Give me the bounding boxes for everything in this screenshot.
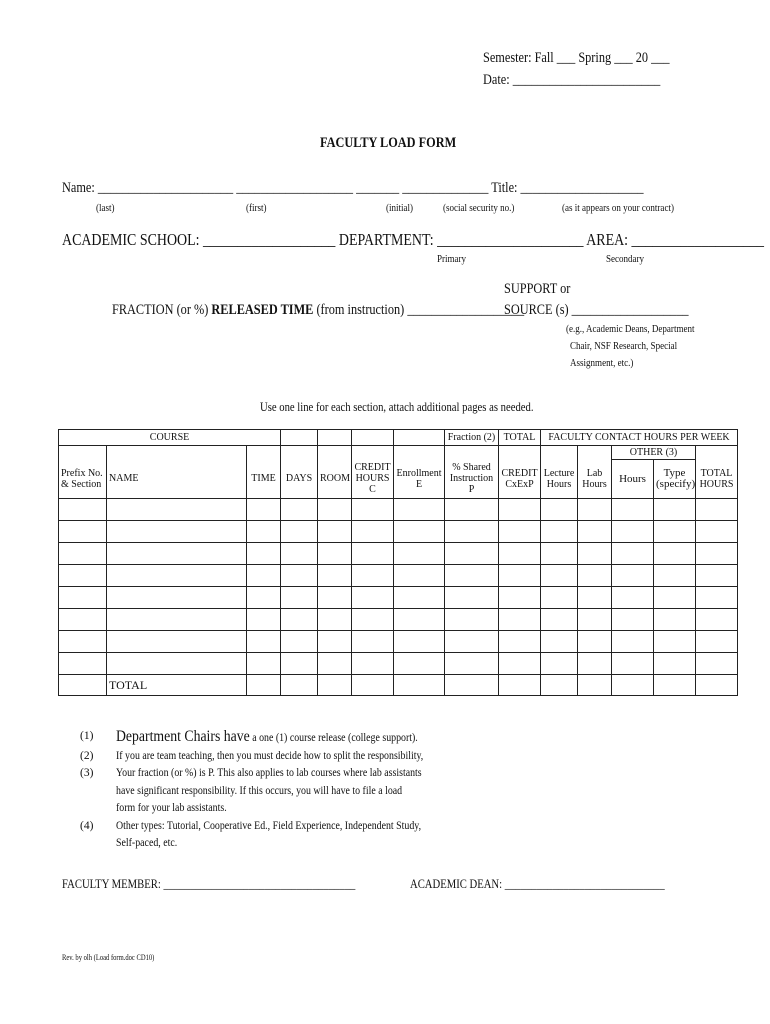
form-title: FACULTY LOAD FORM: [320, 135, 457, 151]
table-cell[interactable]: [578, 587, 612, 609]
table-cell[interactable]: [59, 587, 107, 609]
table-cell[interactable]: [247, 587, 281, 609]
type-label-2: (specify): [656, 478, 696, 490]
note-item: [80, 748, 473, 766]
table-cell[interactable]: [578, 543, 612, 565]
table-cell[interactable]: [318, 609, 352, 631]
table-cell[interactable]: [612, 631, 654, 653]
note-body: a one (1) course release (college support).: [249, 732, 418, 744]
table-cell[interactable]: [499, 543, 541, 565]
table-cell[interactable]: [59, 631, 107, 653]
table-cell[interactable]: [612, 499, 654, 521]
table-cell[interactable]: [541, 499, 578, 521]
course-table: [58, 429, 738, 696]
table-cell[interactable]: [654, 631, 696, 653]
total-row-cell[interactable]: [541, 675, 578, 696]
prefix-label-1: Prefix No.: [61, 467, 103, 479]
table-cell[interactable]: [445, 631, 499, 653]
lecture-label-1: Lecture: [543, 467, 575, 479]
note-number: (2): [80, 749, 94, 762]
source-line[interactable]: SOURCE (s) ___________________: [504, 302, 689, 318]
ssn-label: (social security no.): [443, 202, 515, 214]
table-cell[interactable]: [107, 653, 247, 675]
blank-hdr: [541, 446, 578, 460]
table-cell[interactable]: [696, 631, 738, 653]
course-header: COURSE: [59, 430, 281, 446]
table-row: [59, 499, 738, 521]
table-cell[interactable]: [612, 521, 654, 543]
fraction-released-line[interactable]: [112, 302, 524, 319]
table-cell[interactable]: [281, 653, 318, 675]
table-cell[interactable]: [352, 587, 394, 609]
note-text: Self-paced, etc.: [116, 837, 178, 849]
table-cell[interactable]: [247, 521, 281, 543]
credit-hours-label-1: CREDIT: [354, 462, 391, 474]
total-hours-header: [696, 460, 738, 499]
table-cell[interactable]: [247, 609, 281, 631]
blank-hdr: [247, 446, 281, 460]
total-row-cell[interactable]: [499, 675, 541, 696]
prefix-header: [59, 460, 107, 499]
table-cell[interactable]: [107, 587, 247, 609]
revision-footer: Rev. by olh (Load form.doc CD10): [62, 953, 155, 962]
table-cell[interactable]: [696, 543, 738, 565]
table-cell[interactable]: [352, 631, 394, 653]
table-cell[interactable]: [281, 631, 318, 653]
table-cell[interactable]: [318, 653, 352, 675]
hours-header: Hours: [612, 460, 654, 499]
eg-line-2: Chair, NSF Research, Special: [570, 340, 678, 352]
table-cell[interactable]: [541, 565, 578, 587]
table-cell[interactable]: [247, 631, 281, 653]
notes-list: [80, 728, 473, 853]
table-cell[interactable]: [499, 631, 541, 653]
lab-header: [578, 460, 612, 499]
table-cell[interactable]: [394, 499, 445, 521]
note-item: [80, 818, 473, 836]
shared-header: [445, 460, 499, 499]
table-cell[interactable]: [107, 543, 247, 565]
total-row-cell[interactable]: [612, 675, 654, 696]
note-text: If you are team teaching, then you must decide how to split the responsibility,: [116, 749, 424, 762]
credit-cxexp-label-2: CxExP: [505, 478, 534, 490]
academic-dean-signature[interactable]: ACADEMIC DEAN: ______________________________: [410, 876, 665, 891]
table-cell[interactable]: [318, 543, 352, 565]
instruction-text: Use one line for each section, attach additional pages as needed.: [260, 399, 534, 414]
table-cell[interactable]: [394, 653, 445, 675]
note-item: [80, 728, 473, 748]
blank-hdr: [394, 430, 445, 446]
table-cell[interactable]: [696, 521, 738, 543]
note-number: (4): [80, 819, 94, 832]
table-cell[interactable]: [318, 521, 352, 543]
table-cell[interactable]: [499, 521, 541, 543]
total-row-cell[interactable]: [247, 675, 281, 696]
blank-hdr: [59, 446, 107, 460]
table-cell[interactable]: [394, 587, 445, 609]
table-cell[interactable]: [541, 543, 578, 565]
table-cell[interactable]: [578, 609, 612, 631]
note-number: [80, 835, 116, 853]
enrollment-label-1: Enrollment: [396, 467, 442, 479]
total-hours-label-1: TOTAL: [700, 467, 733, 479]
table-cell[interactable]: [281, 543, 318, 565]
table-cell[interactable]: [107, 499, 247, 521]
eg-line-3: Assignment, etc.): [570, 357, 634, 369]
table-cell[interactable]: [445, 609, 499, 631]
table-cell[interactable]: [318, 587, 352, 609]
table-cell[interactable]: [499, 587, 541, 609]
table-row: [59, 587, 738, 609]
table-cell[interactable]: [654, 587, 696, 609]
table-cell[interactable]: [107, 631, 247, 653]
table-cell[interactable]: [696, 499, 738, 521]
table-cell[interactable]: [352, 565, 394, 587]
table-row: [59, 543, 738, 565]
table-cell[interactable]: [445, 653, 499, 675]
table-cell[interactable]: [352, 499, 394, 521]
blank-hdr: [352, 446, 394, 460]
blank-hdr: [281, 430, 318, 446]
table-cell[interactable]: [541, 653, 578, 675]
table-cell[interactable]: [107, 521, 247, 543]
blank-hdr: [318, 430, 352, 446]
blank-hdr: [499, 446, 541, 460]
credit-hours-header: [352, 460, 394, 499]
table-cell[interactable]: [394, 565, 445, 587]
table-cell[interactable]: [394, 609, 445, 631]
lecture-header: [541, 460, 578, 499]
table-cell[interactable]: [352, 653, 394, 675]
total-row-cell[interactable]: [318, 675, 352, 696]
total-hours-label-2: HOURS: [699, 478, 734, 490]
table-cell[interactable]: [612, 587, 654, 609]
blank-hdr: [281, 446, 318, 460]
blank-hdr: [352, 430, 394, 446]
table-cell[interactable]: [281, 565, 318, 587]
table-row: [59, 565, 738, 587]
credit-cxexp-header: [499, 460, 541, 499]
primary-label: Primary: [437, 253, 467, 265]
table-cell[interactable]: [247, 499, 281, 521]
time-header: TIME: [247, 460, 281, 499]
table-cell[interactable]: [696, 609, 738, 631]
total-row-cell[interactable]: [352, 675, 394, 696]
table-cell[interactable]: [541, 587, 578, 609]
name-row-line[interactable]: Name: ______________________ ___________________ _______ ______________ Title: ____________________: [62, 180, 644, 196]
type-header: [654, 460, 696, 499]
blank-hdr: [578, 446, 612, 460]
blank-hdr: [318, 446, 352, 460]
total-row-cell[interactable]: [445, 675, 499, 696]
total-row-cell[interactable]: [696, 675, 738, 696]
enrollment-label-2: E: [415, 478, 423, 490]
note-emphasis: Department Chairs have: [116, 728, 250, 745]
table-cell[interactable]: [654, 609, 696, 631]
table-cell[interactable]: [578, 521, 612, 543]
note-number: [80, 800, 116, 818]
credit-cxexp-label-1: CREDIT: [501, 467, 538, 479]
table-cell[interactable]: [445, 587, 499, 609]
table-cell[interactable]: [499, 609, 541, 631]
table-cell[interactable]: [578, 653, 612, 675]
table-cell[interactable]: [318, 499, 352, 521]
table-cell[interactable]: [696, 565, 738, 587]
note-item: [80, 800, 473, 818]
table-cell[interactable]: [445, 499, 499, 521]
faculty-contact-header: FACULTY CONTACT HOURS PER WEEK: [541, 430, 738, 446]
table-cell[interactable]: [499, 565, 541, 587]
lab-label-1: Lab: [586, 467, 603, 479]
table-cell[interactable]: [541, 609, 578, 631]
table-cell[interactable]: [499, 653, 541, 675]
table-cell[interactable]: [578, 499, 612, 521]
table-cell[interactable]: [445, 521, 499, 543]
table-cell[interactable]: [654, 499, 696, 521]
contract-label: (as it appears on your contract): [562, 202, 674, 214]
room-header: ROOM: [318, 460, 352, 499]
table-cell[interactable]: [654, 653, 696, 675]
table-cell[interactable]: [59, 609, 107, 631]
table-cell[interactable]: [59, 499, 107, 521]
table-cell[interactable]: [612, 543, 654, 565]
note-text: [116, 728, 418, 748]
blank-hdr: [445, 446, 499, 460]
table-cell[interactable]: [612, 609, 654, 631]
table-cell[interactable]: [247, 565, 281, 587]
table-row: [59, 631, 738, 653]
lab-label-2: Hours: [582, 478, 607, 490]
table-cell[interactable]: [394, 631, 445, 653]
name-header: NAME: [107, 460, 247, 499]
type-label-1: Type: [663, 467, 686, 479]
credit-hours-label-2: HOURS C: [355, 473, 390, 496]
note-item: [80, 765, 473, 783]
table-cell[interactable]: [247, 653, 281, 675]
table-cell[interactable]: [612, 653, 654, 675]
table-row: [59, 653, 738, 675]
table-cell[interactable]: [654, 521, 696, 543]
table-cell[interactable]: [578, 631, 612, 653]
total-row-cell[interactable]: [578, 675, 612, 696]
table-cell[interactable]: [654, 543, 696, 565]
note-item: [80, 783, 473, 801]
initial-label: (initial): [386, 202, 414, 214]
eg-line-1: (e.g., Academic Deans, Department: [566, 323, 695, 335]
total-row-cell[interactable]: [59, 675, 107, 696]
table-cell[interactable]: [499, 499, 541, 521]
table-cell[interactable]: [59, 653, 107, 675]
prefix-label-2: & Section: [61, 478, 102, 490]
date-line[interactable]: Date: ________________________: [483, 72, 661, 88]
table-cell[interactable]: [281, 521, 318, 543]
table-cell[interactable]: [247, 543, 281, 565]
faculty-member-signature[interactable]: FACULTY MEMBER: ____________________________________: [62, 876, 356, 891]
note-text: have significant responsibility. If this occurs, you will have to file a load: [116, 784, 403, 797]
total-row-cell[interactable]: [281, 675, 318, 696]
table-row: [59, 609, 738, 631]
support-or-label: SUPPORT or: [504, 281, 571, 297]
table-cell[interactable]: [352, 609, 394, 631]
total-row-label: TOTAL: [107, 675, 247, 696]
days-header: DAYS: [281, 460, 318, 499]
table-cell[interactable]: [318, 631, 352, 653]
note-number: (1): [80, 730, 94, 742]
table-cell[interactable]: [318, 565, 352, 587]
first-label: (first): [246, 202, 267, 214]
table-cell[interactable]: [394, 521, 445, 543]
enrollment-header: [394, 460, 445, 499]
table-cell[interactable]: [59, 543, 107, 565]
fraction-header: Fraction (2): [445, 430, 499, 446]
table-cell[interactable]: [281, 499, 318, 521]
table-cell[interactable]: [59, 565, 107, 587]
table-cell[interactable]: [612, 565, 654, 587]
table-row: [59, 521, 738, 543]
note-number: (3): [80, 767, 94, 779]
last-label: (last): [96, 202, 115, 214]
total-header: TOTAL: [499, 430, 541, 446]
note-text: Other types: Tutorial, Cooperative Ed., Field Experience, Independent Study,: [116, 819, 422, 832]
other-header: OTHER (3): [612, 446, 696, 460]
blank-hdr: [696, 446, 738, 460]
blank-hdr: [107, 446, 247, 460]
table-cell[interactable]: [394, 543, 445, 565]
fraction-suffix: (from instruction) ___________________: [313, 302, 525, 318]
table-cell[interactable]: [445, 565, 499, 587]
table-cell[interactable]: [281, 609, 318, 631]
semester-line[interactable]: Semester: Fall ___ Spring ___ 20 ___: [483, 50, 670, 66]
table-cell[interactable]: [352, 543, 394, 565]
table-cell[interactable]: [578, 565, 612, 587]
note-item: [80, 835, 473, 853]
school-row-line[interactable]: ACADEMIC SCHOOL: ___________________ DEPARTMENT: _____________________ AREA: ___________________: [62, 230, 764, 249]
table-cell[interactable]: [59, 521, 107, 543]
note-text: Your fraction (or %) is P. This also applies to lab courses where lab assistants: [116, 767, 422, 779]
table-cell[interactable]: [445, 543, 499, 565]
table-cell[interactable]: [541, 521, 578, 543]
lecture-label-2: Hours: [546, 478, 572, 490]
table-cell[interactable]: [696, 587, 738, 609]
note-text: form for your lab assistants.: [116, 802, 227, 814]
table-cell[interactable]: [654, 565, 696, 587]
table-cell[interactable]: [352, 521, 394, 543]
shared-label-1: % Shared: [452, 462, 491, 474]
total-row-cell[interactable]: [654, 675, 696, 696]
shared-label-2: Instruction P: [449, 473, 494, 496]
total-row-cell[interactable]: [394, 675, 445, 696]
fraction-prefix: FRACTION (or %): [112, 302, 212, 318]
blank-hdr: [394, 446, 445, 460]
table-cell[interactable]: [107, 565, 247, 587]
table-cell[interactable]: [281, 587, 318, 609]
released-time-label: RELEASED TIME: [211, 302, 314, 318]
table-cell[interactable]: [107, 609, 247, 631]
secondary-label: Secondary: [606, 253, 645, 265]
table-cell[interactable]: [541, 631, 578, 653]
table-cell[interactable]: [696, 653, 738, 675]
note-number: [80, 783, 116, 801]
